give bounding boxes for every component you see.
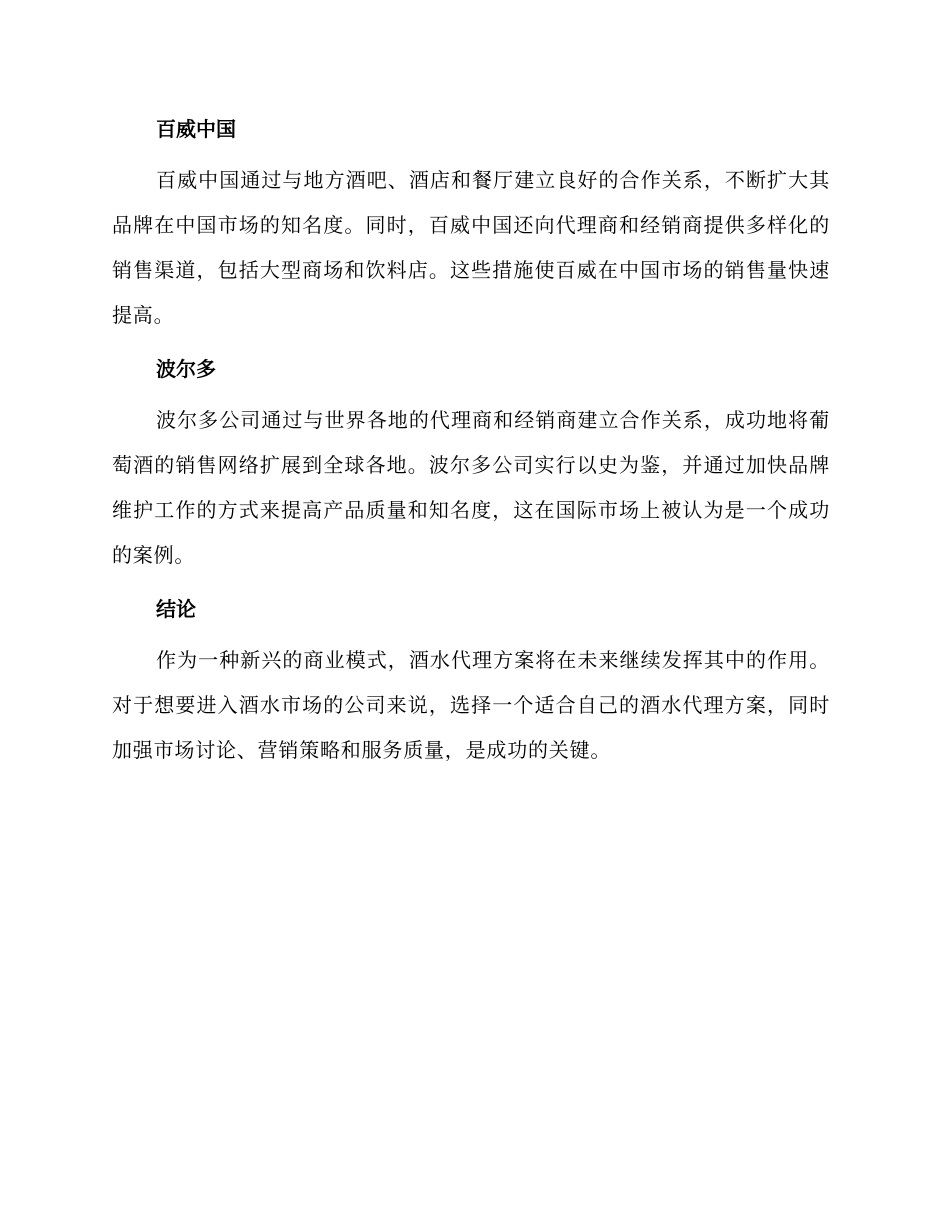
section-conclusion	[112, 592, 830, 773]
section-budweiser-china	[112, 112, 830, 338]
section-heading: 结论	[156, 597, 196, 621]
section-paragraph: 百威中国通过与地方酒吧、酒店和餐厅建立良好的合作关系，不断扩大其品牌在中国市场的知名度。同时，百威中国还向代理商和经销商提供多样化的销售渠道，包括大型商场和饮料店。这些措施使百威在中国市场的销售量快速提高。	[112, 168, 830, 327]
section-heading: 百威中国	[156, 117, 236, 141]
section-paragraph: 波尔多公司通过与世界各地的代理商和经销商建立合作关系，成功地将葡萄酒的销售网络扩展到全球各地。波尔多公司实行以史为鉴，并通过加快品牌维护工作的方式来提高产品质量和知名度，这在国际市场上被认为是一个成功的案例。	[112, 408, 830, 567]
section-heading: 波尔多	[156, 357, 216, 381]
section-bordeaux	[112, 352, 830, 578]
section-paragraph: 作为一种新兴的商业模式，酒水代理方案将在未来继续发挥其中的作用。对于想要进入酒水市场的公司来说，选择一个适合自己的酒水代理方案，同时加强市场讨论、营销策略和服务质量，是成功的关键。	[112, 648, 830, 762]
document-page	[112, 112, 830, 787]
